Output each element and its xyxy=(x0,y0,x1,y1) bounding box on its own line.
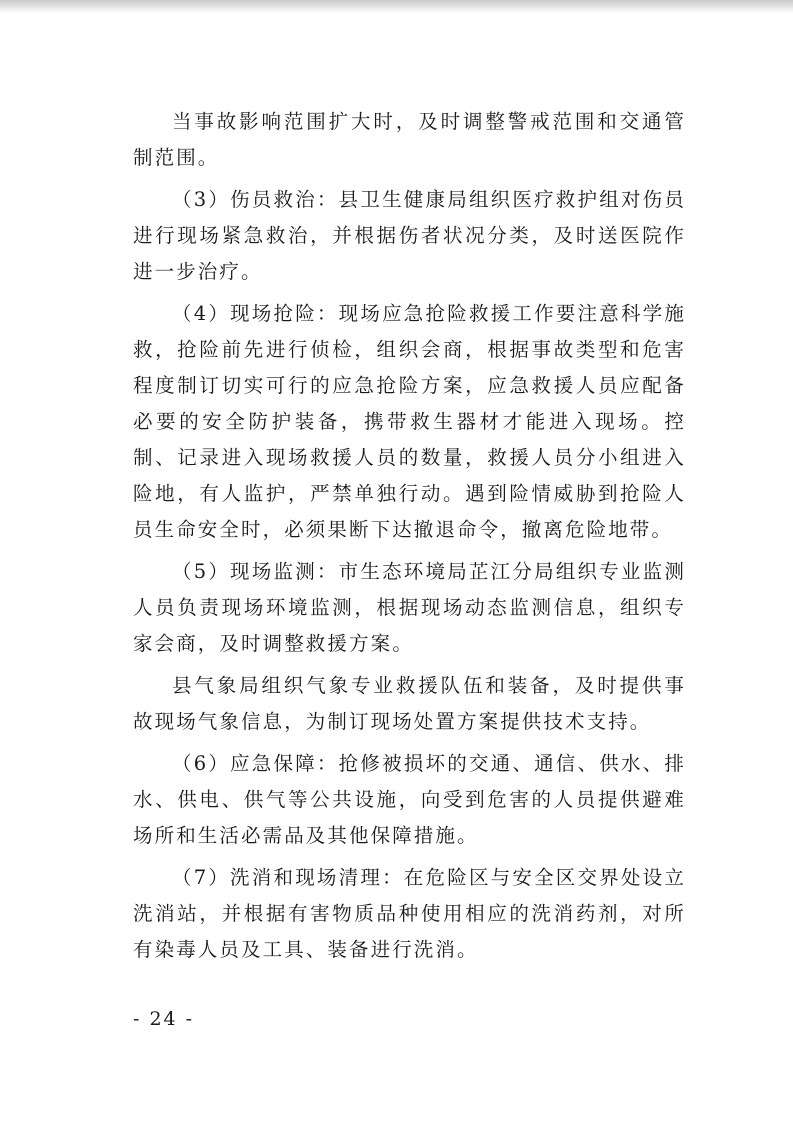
paragraph-onsite-monitoring: （5）现场监测：市生态环境局芷江分局组织专业监测人员负责现场环境监测，根据现场动态监测信息，组织专家会商，及时调整救援方案。 xyxy=(133,560,686,655)
paragraph-meteorology: 县气象局组织气象专业救援队伍和装备，及时提供事故现场气象信息，为制订现场处置方案提供技术支持。 xyxy=(133,674,686,733)
paragraph-emergency-support: （6）应急保障：抢修被损坏的交通、通信、供水、排水、供电、供气等公共设施，向受到危害的人员提供避难场所和生活必需品及其他保障措施。 xyxy=(133,752,686,847)
paragraph-onsite-rescue: （4）现场抢险：现场应急抢险救援工作要注意科学施救，抢险前先进行侦检，组织会商，根据事故类型和危害程度制订切实可行的应急抢险方案，应急救援人员应配备必要的安全防护装备，携带救生器材才能进入现场。控制、记录进入现场救援人员的数量，救援人员分小组进入险地，有人监护，严禁单独行动。遇到险情威胁到抢险人员生命安全时，必须果断下达撤退命令，撤离危险地带。 xyxy=(133,302,686,541)
scan-edge-shadow xyxy=(0,0,793,14)
paragraph-decontamination: （7）洗消和现场清理：在危险区与安全区交界处设立洗消站，并根据有害物质品种使用相应的洗消药剂，对所有染毒人员及工具、装备进行洗消。 xyxy=(133,866,686,961)
paragraph-casualty-treatment: （3）伤员救治：县卫生健康局组织医疗救护组对伤员进行现场紧急救治，并根据伤者状况分类，及时送医院作进一步治疗。 xyxy=(133,188,686,283)
document-body xyxy=(133,104,686,968)
paragraph-warning-scope: 当事故影响范围扩大时，及时调整警戒范围和交通管制范围。 xyxy=(133,110,686,169)
page-number: - 24 - xyxy=(133,1008,195,1030)
